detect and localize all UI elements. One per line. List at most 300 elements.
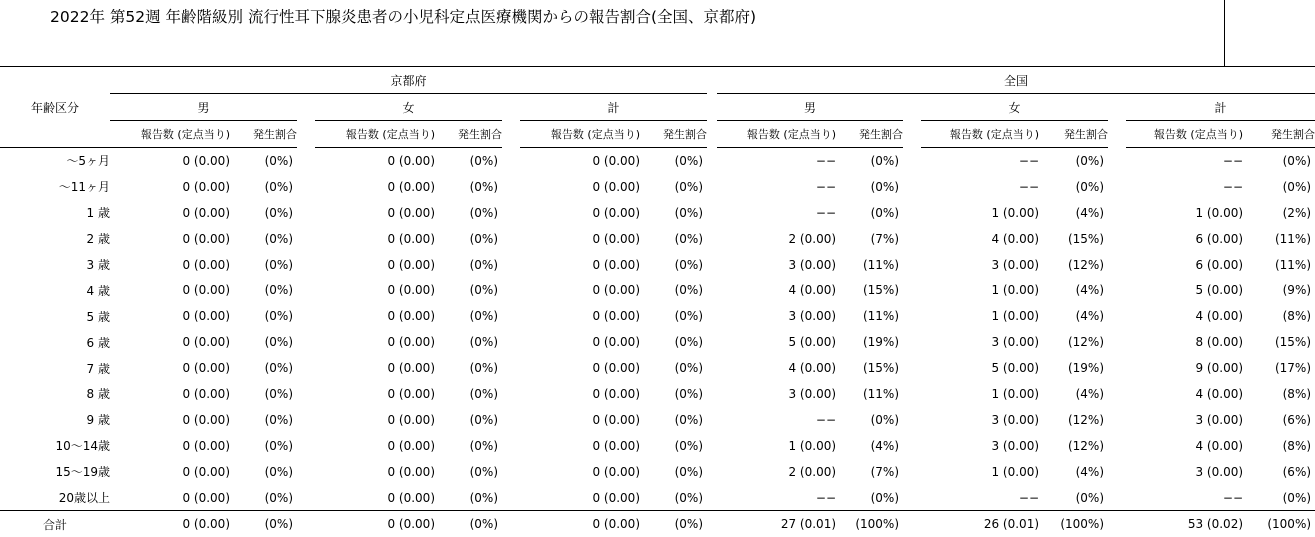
table-row (0, 381, 1315, 407)
subheader-count: 報告数 (定点当り) (921, 121, 1039, 148)
age-label: 4 歳 (86, 283, 110, 298)
age-label: 10〜14歳 (55, 439, 110, 454)
column-gap (903, 485, 921, 511)
national-rate: (0%) (870, 490, 900, 505)
kyoto-count: 0 (0.00) (182, 464, 230, 479)
kyoto-count: 0 (0.00) (387, 283, 435, 298)
national-count: 4 (0.00) (1195, 438, 1244, 453)
column-gap (1108, 381, 1126, 407)
national-rate: (11%) (1274, 231, 1312, 246)
column-gap (297, 355, 315, 381)
kyoto-rate: (0%) (469, 205, 498, 220)
national-rate: (7%) (870, 231, 900, 246)
national-rate: (6%) (1282, 464, 1312, 479)
national-rate: (0%) (1282, 490, 1312, 505)
column-gap (903, 174, 921, 200)
column-gap (707, 200, 717, 226)
national-count: −− (1222, 153, 1244, 168)
kyoto-count: 0 (0.00) (182, 257, 230, 272)
kyoto-count: 0 (0.00) (110, 511, 230, 537)
national-count: 1 (0.00) (991, 309, 1040, 324)
kyoto-rate: (0%) (469, 386, 498, 401)
kyoto-rate: (0%) (674, 490, 704, 505)
table-row (0, 329, 1315, 355)
national-rate: (100%) (1039, 511, 1108, 537)
kyoto-rate: (0%) (640, 511, 707, 537)
kyoto-count: 0 (0.00) (592, 361, 640, 376)
national-count: 6 (0.00) (1195, 257, 1244, 272)
column-gap (502, 381, 520, 407)
national-rate: (15%) (862, 283, 900, 298)
kyoto-rate: (0%) (469, 438, 498, 453)
column-gap (1108, 200, 1126, 226)
national-rate: (12%) (1067, 335, 1105, 350)
national-rate: (11%) (862, 257, 900, 272)
national-count: 1 (0.00) (991, 464, 1040, 479)
kyoto-rate: (0%) (469, 464, 498, 479)
column-gap (502, 277, 520, 303)
kyoto-rate: (0%) (674, 179, 704, 194)
age-label: 20歳以上 (58, 491, 110, 506)
national-rate: (0%) (870, 412, 900, 427)
column-gap (297, 148, 315, 174)
national-rate: (6%) (1282, 412, 1312, 427)
kyoto-count: 0 (0.00) (592, 283, 640, 298)
kyoto-count: 0 (0.00) (387, 412, 435, 427)
column-gap (297, 329, 315, 355)
kyoto-rate: (0%) (264, 231, 293, 246)
kyoto-rate: (0%) (264, 257, 293, 272)
age-label: 5 歳 (86, 309, 110, 324)
kyoto-count: 0 (0.00) (387, 490, 435, 505)
right-border (1224, 0, 1225, 66)
column-gap (1108, 252, 1126, 278)
kyoto-rate: (0%) (674, 464, 704, 479)
column-gap (707, 485, 717, 511)
column-gap (707, 407, 717, 433)
kyoto-count: 0 (0.00) (387, 257, 435, 272)
national-rate: (19%) (862, 335, 900, 350)
national-count: −− (815, 490, 837, 505)
column-gap (707, 355, 717, 381)
kyoto-count: 0 (0.00) (387, 205, 435, 220)
kyoto-rate: (0%) (469, 179, 498, 194)
column-gap (502, 355, 520, 381)
sex-header-kyoto-female: 女 (315, 94, 502, 121)
national-rate: (0%) (870, 179, 900, 194)
sex-header-kyoto-male: 男 (110, 94, 297, 121)
national-count: 5 (0.00) (1195, 283, 1244, 298)
kyoto-count: 0 (0.00) (182, 438, 230, 453)
column-gap (1108, 485, 1126, 511)
column-gap (903, 511, 921, 537)
column-gap (903, 303, 921, 329)
national-rate: (4%) (1075, 283, 1105, 298)
kyoto-rate: (0%) (264, 335, 293, 350)
region-gap (707, 67, 717, 94)
column-gap (1108, 407, 1126, 433)
kyoto-count: 0 (0.00) (592, 309, 640, 324)
kyoto-count: 0 (0.00) (592, 231, 640, 246)
national-count: 8 (0.00) (1195, 335, 1244, 350)
table-row (0, 200, 1315, 226)
kyoto-rate: (0%) (469, 412, 498, 427)
kyoto-count: 0 (0.00) (387, 231, 435, 246)
column-gap (903, 407, 921, 433)
national-count: 6 (0.00) (1195, 231, 1244, 246)
column-gap (1108, 148, 1126, 174)
national-count: −− (815, 205, 837, 220)
column-gap (1108, 174, 1126, 200)
column-gap (903, 148, 921, 174)
national-count: 4 (0.00) (1195, 386, 1244, 401)
national-rate: (0%) (1282, 153, 1312, 168)
kyoto-count: 0 (0.00) (592, 386, 640, 401)
kyoto-rate: (0%) (674, 283, 704, 298)
kyoto-rate: (0%) (264, 361, 293, 376)
total-label: 合計 (0, 511, 110, 537)
kyoto-rate: (0%) (469, 153, 498, 168)
kyoto-count: 0 (0.00) (592, 335, 640, 350)
national-count: 1 (0.00) (991, 283, 1040, 298)
national-count: 1 (0.00) (991, 205, 1040, 220)
national-rate: (0%) (1075, 153, 1105, 168)
kyoto-rate: (0%) (264, 412, 293, 427)
column-gap (903, 381, 921, 407)
national-rate: (11%) (1274, 257, 1312, 272)
national-rate: (0%) (870, 153, 900, 168)
kyoto-count: 0 (0.00) (182, 283, 230, 298)
column-gap (297, 226, 315, 252)
kyoto-rate: (0%) (674, 335, 704, 350)
sex-header-national-male: 男 (717, 94, 903, 121)
national-rate: (15%) (1067, 231, 1105, 246)
kyoto-count: 0 (0.00) (182, 205, 230, 220)
column-gap (707, 511, 717, 537)
kyoto-rate: (0%) (674, 153, 704, 168)
header-corner (0, 67, 110, 94)
sex-header-national-total: 計 (1126, 94, 1315, 121)
column-gap (1108, 511, 1126, 537)
national-count: 2 (0.00) (788, 231, 837, 246)
subheader-count: 報告数 (定点当り) (717, 121, 836, 148)
kyoto-count: 0 (0.00) (387, 464, 435, 479)
kyoto-count: 0 (0.00) (182, 179, 230, 194)
column-gap (297, 485, 315, 511)
kyoto-rate: (0%) (264, 309, 293, 324)
column-gap (502, 511, 520, 537)
kyoto-rate: (0%) (264, 438, 293, 453)
age-label: 6 歳 (86, 335, 110, 350)
national-count: 1 (0.00) (1195, 205, 1244, 220)
national-rate: (4%) (1075, 464, 1105, 479)
national-count: 27 (0.01) (717, 511, 836, 537)
age-label: 7 歳 (86, 361, 110, 376)
column-gap (707, 303, 717, 329)
national-rate: (4%) (870, 438, 900, 453)
kyoto-count: 0 (0.00) (182, 153, 230, 168)
national-count: 4 (0.00) (788, 283, 837, 298)
column-gap (707, 252, 717, 278)
page-title: 2022年 第52週 年齢階級別 流行性耳下腺炎患者の小児科定点医療機関からの報告割合(全国、京都府) (50, 8, 757, 26)
kyoto-rate: (0%) (435, 511, 502, 537)
column-gap (502, 148, 520, 174)
subheader-rate: 発生割合 (230, 121, 297, 148)
national-count: 3 (0.00) (991, 335, 1040, 350)
national-rate: (7%) (870, 464, 900, 479)
national-count: 3 (0.00) (788, 309, 837, 324)
column-gap (707, 174, 717, 200)
column-gap (502, 303, 520, 329)
subheader-rate: 発生割合 (1039, 121, 1108, 148)
national-count: 3 (0.00) (991, 412, 1040, 427)
age-label: 15〜19歳 (55, 465, 110, 480)
column-gap (707, 329, 717, 355)
kyoto-rate: (0%) (469, 309, 498, 324)
national-rate: (8%) (1282, 309, 1312, 324)
kyoto-count: 0 (0.00) (315, 511, 435, 537)
kyoto-rate: (0%) (674, 205, 704, 220)
national-rate: (8%) (1282, 386, 1312, 401)
table-row (0, 174, 1315, 200)
age-distribution-table (0, 66, 1315, 537)
national-count: −− (1018, 179, 1040, 194)
column-gap (903, 329, 921, 355)
national-count: −− (1018, 153, 1040, 168)
age-label: 1 歳 (86, 206, 110, 221)
national-rate: (0%) (1282, 179, 1312, 194)
kyoto-count: 0 (0.00) (592, 153, 640, 168)
national-count: −− (1018, 490, 1040, 505)
column-gap (707, 226, 717, 252)
age-label: 〜11ヶ月 (58, 180, 110, 195)
kyoto-count: 0 (0.00) (387, 438, 435, 453)
table-row (0, 252, 1315, 278)
national-count: 53 (0.02) (1126, 511, 1243, 537)
kyoto-rate: (0%) (264, 490, 293, 505)
kyoto-count: 0 (0.00) (387, 361, 435, 376)
table-row (0, 459, 1315, 485)
column-gap (707, 277, 717, 303)
kyoto-rate: (0%) (674, 438, 704, 453)
national-rate: (0%) (1075, 179, 1105, 194)
kyoto-count: 0 (0.00) (520, 511, 640, 537)
national-rate: (19%) (1067, 361, 1105, 376)
national-count: −− (1222, 490, 1244, 505)
national-count: 3 (0.00) (788, 257, 837, 272)
kyoto-count: 0 (0.00) (182, 309, 230, 324)
kyoto-count: 0 (0.00) (592, 257, 640, 272)
age-label: 3 歳 (86, 258, 110, 272)
column-gap (297, 407, 315, 433)
age-label: 2 歳 (86, 232, 110, 247)
national-rate: (12%) (1067, 438, 1105, 453)
column-gap (297, 252, 315, 278)
national-count: 5 (0.00) (991, 361, 1040, 376)
national-count: 1 (0.00) (788, 438, 837, 453)
column-gap (502, 252, 520, 278)
kyoto-count: 0 (0.00) (387, 335, 435, 350)
table-row (0, 277, 1315, 303)
national-count: −− (1222, 179, 1244, 194)
kyoto-count: 0 (0.00) (182, 386, 230, 401)
national-count: −− (815, 153, 837, 168)
kyoto-rate: (0%) (674, 231, 704, 246)
column-gap (502, 329, 520, 355)
kyoto-count: 0 (0.00) (387, 386, 435, 401)
sex-header-kyoto-total: 計 (520, 94, 707, 121)
column-gap (707, 433, 717, 459)
kyoto-count: 0 (0.00) (182, 490, 230, 505)
kyoto-count: 0 (0.00) (592, 205, 640, 220)
kyoto-count: 0 (0.00) (387, 153, 435, 168)
subheader-count: 報告数 (定点当り) (110, 121, 230, 148)
table-row (0, 226, 1315, 252)
column-gap (297, 433, 315, 459)
column-gap (1108, 355, 1126, 381)
national-count: 1 (0.00) (991, 386, 1040, 401)
national-rate: (100%) (1243, 511, 1315, 537)
region-header-national: 全国 (717, 67, 1315, 94)
age-column-header: 年齢区分 (30, 100, 79, 115)
kyoto-count: 0 (0.00) (592, 490, 640, 505)
column-gap (502, 485, 520, 511)
subheader-rate: 発生割合 (640, 121, 707, 148)
column-gap (707, 148, 717, 174)
national-count: 3 (0.00) (788, 386, 837, 401)
kyoto-rate: (0%) (674, 257, 704, 272)
column-gap (502, 200, 520, 226)
column-gap (903, 355, 921, 381)
subheader-count: 報告数 (定点当り) (315, 121, 435, 148)
national-rate: (4%) (1075, 309, 1105, 324)
column-gap (502, 433, 520, 459)
table-row (0, 433, 1315, 459)
subheader-rate: 発生割合 (836, 121, 903, 148)
subheader-rate: 発生割合 (1243, 121, 1315, 148)
national-count: 3 (0.00) (991, 257, 1040, 272)
column-gap (297, 511, 315, 537)
column-gap (297, 459, 315, 485)
column-gap (1108, 459, 1126, 485)
kyoto-rate: (0%) (264, 153, 293, 168)
table-row (0, 355, 1315, 381)
kyoto-rate: (0%) (469, 335, 498, 350)
kyoto-rate: (0%) (469, 231, 498, 246)
kyoto-count: 0 (0.00) (592, 412, 640, 427)
column-gap (903, 277, 921, 303)
kyoto-rate: (0%) (469, 361, 498, 376)
column-gap (502, 459, 520, 485)
national-count: 5 (0.00) (788, 335, 837, 350)
kyoto-count: 0 (0.00) (592, 438, 640, 453)
national-rate: (8%) (1282, 438, 1312, 453)
national-rate: (2%) (1282, 205, 1312, 220)
column-gap (903, 459, 921, 485)
kyoto-rate: (0%) (674, 412, 704, 427)
total-row (0, 511, 1315, 537)
kyoto-count: 0 (0.00) (592, 179, 640, 194)
kyoto-rate: (0%) (674, 386, 704, 401)
column-gap (297, 174, 315, 200)
national-rate: (15%) (1274, 335, 1312, 350)
kyoto-rate: (0%) (264, 464, 293, 479)
national-rate: (0%) (1075, 490, 1105, 505)
national-rate: (11%) (862, 309, 900, 324)
column-gap (1108, 303, 1126, 329)
column-gap (903, 226, 921, 252)
national-rate: (12%) (1067, 412, 1105, 427)
national-count: 4 (0.00) (788, 361, 837, 376)
kyoto-rate: (0%) (469, 283, 498, 298)
national-count: 3 (0.00) (1195, 464, 1244, 479)
national-count: −− (815, 412, 837, 427)
national-rate: (4%) (1075, 386, 1105, 401)
kyoto-rate: (0%) (230, 511, 297, 537)
national-count: 26 (0.01) (921, 511, 1039, 537)
column-gap (1108, 329, 1126, 355)
national-count: 3 (0.00) (991, 438, 1040, 453)
kyoto-count: 0 (0.00) (182, 231, 230, 246)
age-label: 8 歳 (86, 387, 110, 402)
national-count: 4 (0.00) (1195, 309, 1244, 324)
column-gap (1108, 226, 1126, 252)
column-gap (297, 277, 315, 303)
age-label: 9 歳 (86, 413, 110, 428)
column-gap (502, 226, 520, 252)
kyoto-rate: (0%) (674, 309, 704, 324)
kyoto-count: 0 (0.00) (182, 335, 230, 350)
column-gap (707, 381, 717, 407)
national-rate: (100%) (836, 511, 903, 537)
sex-header-national-female: 女 (921, 94, 1108, 121)
national-rate: (15%) (862, 361, 900, 376)
column-gap (1108, 433, 1126, 459)
kyoto-rate: (0%) (264, 283, 293, 298)
column-gap (297, 381, 315, 407)
national-count: 9 (0.00) (1195, 361, 1244, 376)
column-gap (707, 459, 717, 485)
subheader-count: 報告数 (定点当り) (1126, 121, 1243, 148)
kyoto-rate: (0%) (674, 361, 704, 376)
column-gap (903, 200, 921, 226)
national-count: 3 (0.00) (1195, 412, 1244, 427)
subheader-rate: 発生割合 (435, 121, 502, 148)
region-header-kyoto: 京都府 (110, 67, 707, 94)
kyoto-rate: (0%) (264, 205, 293, 220)
national-rate: (4%) (1075, 205, 1105, 220)
column-gap (297, 200, 315, 226)
kyoto-rate: (0%) (469, 490, 498, 505)
national-rate: (17%) (1274, 361, 1312, 376)
national-count: 2 (0.00) (788, 464, 837, 479)
column-gap (1108, 277, 1126, 303)
age-label: 〜5ヶ月 (66, 154, 110, 169)
kyoto-count: 0 (0.00) (387, 179, 435, 194)
column-gap (502, 174, 520, 200)
table-row (0, 407, 1315, 433)
table-row (0, 303, 1315, 329)
column-gap (297, 303, 315, 329)
national-rate: (0%) (870, 205, 900, 220)
table-row (0, 148, 1315, 174)
national-count: 4 (0.00) (991, 231, 1040, 246)
national-rate: (12%) (1067, 257, 1105, 272)
kyoto-rate: (0%) (469, 257, 498, 272)
kyoto-count: 0 (0.00) (182, 412, 230, 427)
national-rate: (11%) (862, 386, 900, 401)
table-row (0, 485, 1315, 511)
